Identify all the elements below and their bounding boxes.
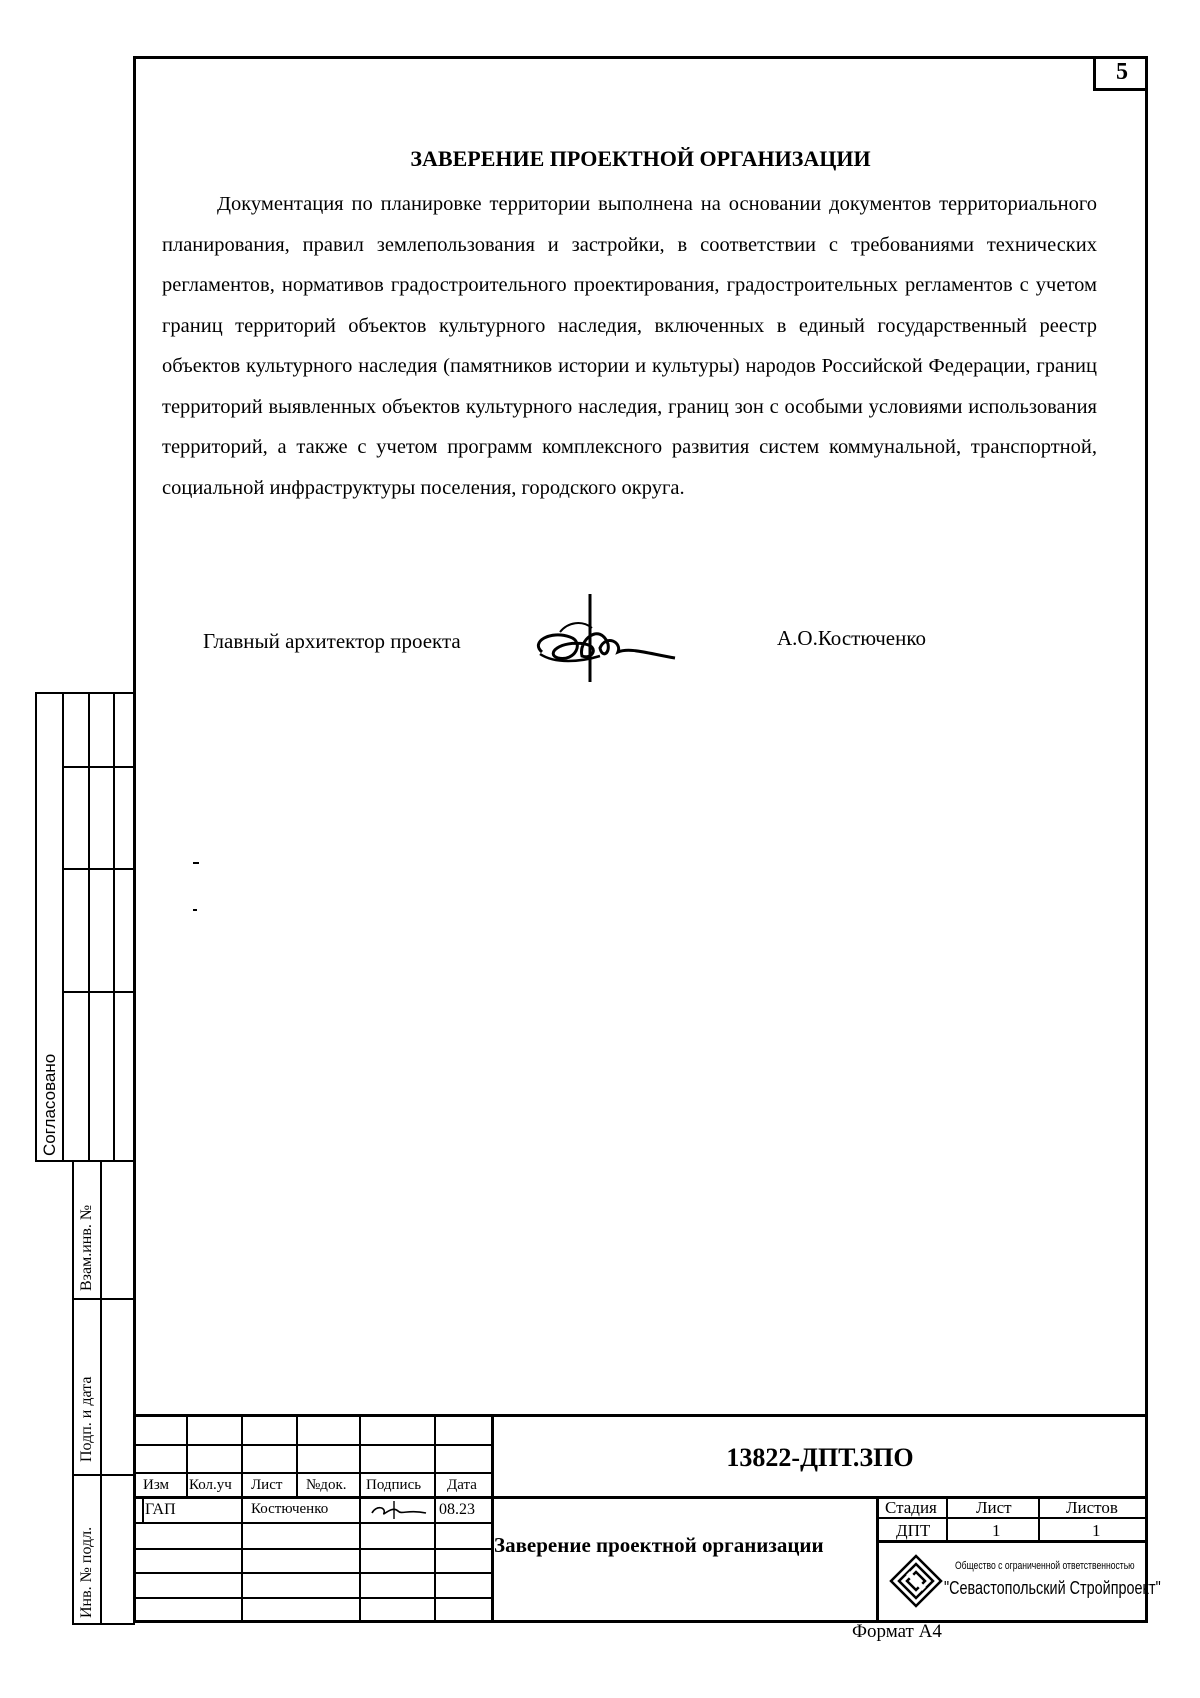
signature-name: А.О.Костюченко xyxy=(777,626,926,650)
document-name: Заверение проектной организации xyxy=(494,1533,824,1557)
grid-line xyxy=(296,1414,298,1496)
small-signature xyxy=(368,1499,430,1521)
body-text xyxy=(162,184,1097,508)
sheet-value: 1 xyxy=(992,1521,1001,1540)
stage-value: ДПТ xyxy=(896,1521,931,1540)
side-line xyxy=(62,868,135,870)
agreed-label: Согласовано xyxy=(40,1053,59,1156)
stage-label: Стадия xyxy=(885,1498,937,1517)
company-logo-icon xyxy=(888,1553,944,1609)
header-izm: Изм xyxy=(143,1477,170,1493)
stray-mark xyxy=(193,862,199,864)
side-line xyxy=(62,766,135,768)
side-line xyxy=(72,1474,135,1476)
page-title: ЗАВЕРЕНИЕ ПРОЕКТНОЙ ОРГАНИЗАЦИИ xyxy=(410,146,871,171)
sheets-value: 1 xyxy=(1092,1521,1101,1540)
side-line xyxy=(72,1160,74,1623)
replace-inv-label: Взам.инв. № xyxy=(78,1204,95,1291)
grid-line xyxy=(142,1496,144,1522)
handwritten-signature xyxy=(530,592,680,687)
sheets-label: Листов xyxy=(1066,1498,1118,1517)
stage-line xyxy=(946,1496,948,1540)
side-line xyxy=(72,1298,135,1300)
grid-line xyxy=(133,1522,491,1524)
side-line xyxy=(62,692,64,1160)
grid-line xyxy=(186,1414,188,1496)
company-line-2: "Севастопольский Стройпроект" xyxy=(944,1578,1161,1598)
stage-line xyxy=(1038,1496,1040,1540)
side-line xyxy=(113,692,115,1160)
row-date: 08.23 xyxy=(439,1501,475,1518)
signature-role: Главный архитектор проекта xyxy=(203,629,461,653)
company-line-1: Общество с ограниченной ответственностью xyxy=(955,1560,1135,1572)
grid-line xyxy=(133,1548,491,1550)
side-line xyxy=(72,1623,135,1625)
side-line xyxy=(100,1160,102,1623)
side-line xyxy=(35,1160,135,1162)
side-line xyxy=(62,991,135,993)
body-paragraph: Документация по планировке территории выполнена на основании документов территориального планирования, правил землепользования и застройки, в соответствии с требованиями технических регламентов, нормативов градостроительного проектирования, градостроительных регламентов с учетом границ территорий объектов культурного наследия, включенных в единый государственный реестр объектов культурного наследия (памятников истории и культуры) народов Российской Федерации, границ территорий выявленных объектов культурного наследия, границ зон с особыми условиями использования территорий, а также с учетом программ комплексного развития систем коммунальной, транспортной, социальной инфраструктуры поселения, городского округа. xyxy=(162,193,1097,499)
grid-line xyxy=(359,1414,361,1623)
side-line xyxy=(88,692,90,1160)
header-data: Дата xyxy=(447,1477,477,1493)
grid-line xyxy=(241,1414,243,1623)
header-list: Лист xyxy=(251,1477,283,1493)
side-line xyxy=(35,692,135,694)
format-label: Формат А4 xyxy=(852,1621,942,1642)
sign-date-label: Подп. и дата xyxy=(78,1376,95,1462)
title-block-top xyxy=(133,1414,1148,1417)
sheet-label: Лист xyxy=(976,1498,1012,1517)
inv-no-label: Инв. № подл. xyxy=(78,1526,95,1618)
grid-line xyxy=(133,1572,491,1574)
row-name: Костюченко xyxy=(251,1501,329,1517)
header-podpis: Подпись xyxy=(366,1477,422,1493)
stage-divider xyxy=(876,1496,879,1623)
grid-line xyxy=(434,1414,436,1623)
document-code: 13822-ДПТ.ЗПО xyxy=(726,1443,914,1472)
side-line xyxy=(35,692,37,1160)
header-ndok: №док. xyxy=(306,1477,347,1493)
stray-mark xyxy=(193,909,197,911)
row-role: ГАП xyxy=(145,1501,176,1518)
header-kol-uch: Кол.уч xyxy=(189,1477,232,1493)
sheet-number: 5 xyxy=(1093,56,1148,91)
stage-line xyxy=(876,1517,1148,1519)
stage-line xyxy=(876,1540,1148,1543)
grid-line xyxy=(133,1597,491,1599)
